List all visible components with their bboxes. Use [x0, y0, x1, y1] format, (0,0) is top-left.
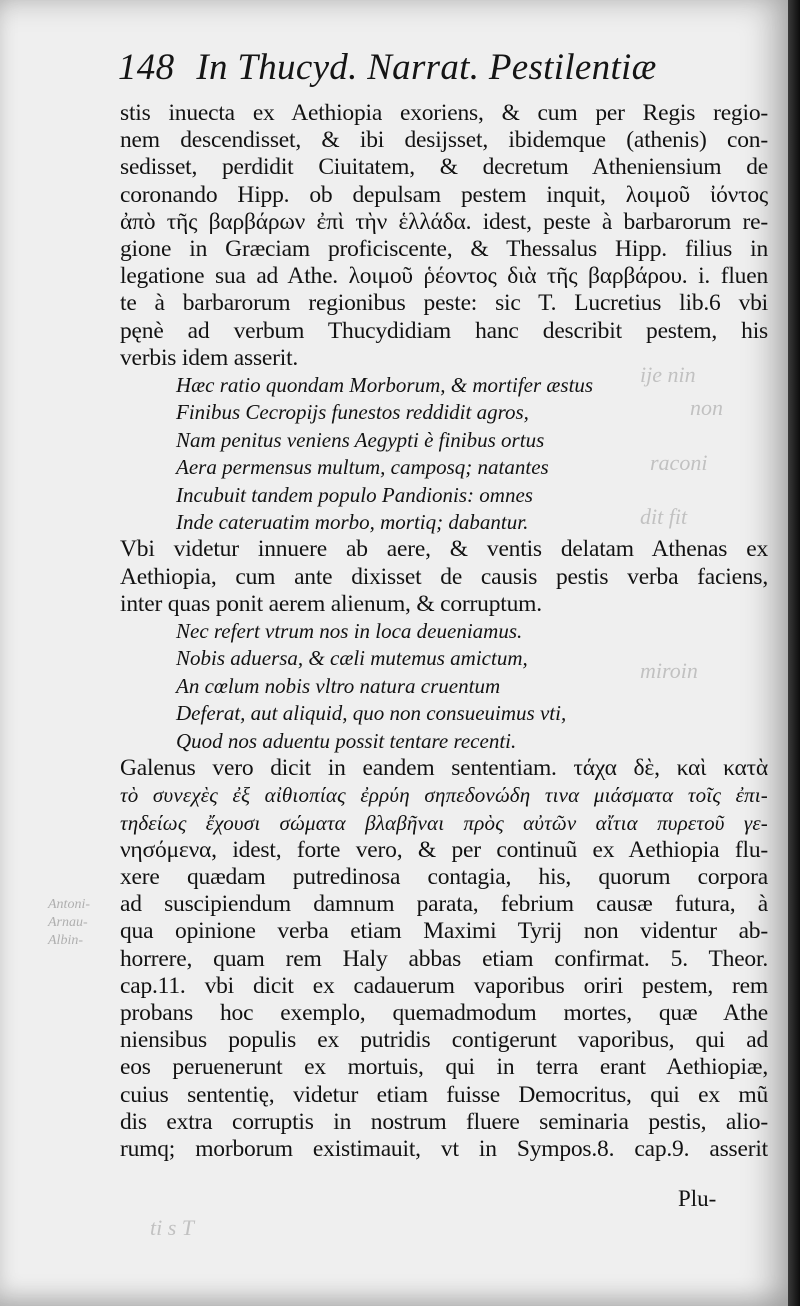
prose-paragraph-3 — [120, 755, 768, 1163]
marginal-note-line: Arnau- — [48, 915, 88, 930]
catchword: Plu- — [678, 1186, 717, 1211]
text-line: sedisset, perdidit Ciuitatem, & decretum Atheniensium de — [120, 154, 768, 181]
verse-line: Nobis aduersa, & cæli mutemus amictum, — [176, 646, 528, 671]
text-line: ἀπὸ τῆς βαρβάρων ἐπὶ τὴν ἑλλάδα. idest, peste à barbarorum re- — [120, 208, 768, 235]
verse-line: Inde cateruatim morbo, mortiq; dabantur. — [176, 510, 529, 535]
bleed-through-text: non — [690, 395, 723, 420]
prose-paragraph-1 — [120, 100, 768, 372]
text-line: inter quas ponit aerem alienum, & corruptum. — [120, 590, 542, 617]
marginal-note — [48, 896, 90, 950]
verse-quotation-2 — [120, 618, 768, 755]
bleed-through-text: ti s T — [150, 1215, 195, 1240]
text-line: te à barbarorum regionibus peste: sic T. Lucretius lib.6 vbi — [120, 290, 768, 317]
text-line: Vbi videtur innuere ab aere, & ventis delatam Athenas ex — [120, 536, 768, 563]
text-block — [120, 100, 768, 1163]
running-title: In Thucyd. Narrat. Pestilentiæ — [196, 47, 657, 88]
marginal-note-line: Antoni- — [48, 897, 90, 912]
verse-line: Aera permensus multum, camposq; natantes — [176, 455, 549, 480]
verse-line: Hæc ratio quondam Morborum, & mortifer æstus — [176, 373, 594, 398]
verse-line: Nec refert vtrum nos in loca deueniamus. — [176, 619, 523, 644]
text-line: Galenus vero dicit in eandem sententiam. τάχα δὲ, καὶ κατὰ — [120, 755, 768, 782]
text-line: pęnè ad verbum Thucydidiam hanc describit pestem, his — [120, 317, 768, 344]
verse-line: Nam penitus veniens Aegypti è finibus ortus — [176, 427, 545, 452]
verse-line: Incubuit tandem populo Pandionis: omnes — [176, 482, 533, 507]
text-line: horrere, quam rem Haly abbas etiam confirmat. 5. Theor. — [120, 945, 768, 972]
verse-line: Finibus Cecropijs funestos reddidit agros, — [176, 400, 529, 425]
text-line: qua opinione verba etiam Maximi Tyrij non videntur ab- — [120, 918, 768, 945]
bleed-through-text: ije nin — [640, 362, 696, 387]
text-line: nem descendisset, & ibi desijsset, ibidemque (athenis) con- — [120, 127, 768, 154]
verse-quotation-1 — [120, 372, 768, 536]
text-line: coronando Hipp. ob depulsam pestem inquit, λοιμοῦ ἰόντος — [120, 181, 768, 208]
text-line: verbis idem asserit. — [120, 344, 299, 371]
verse-line: Deferat, aut aliquid, quo non consueuimus vti, — [176, 701, 567, 726]
text-line: Aethiopia, cum ante dixisset de causis pestis verba faciens, — [120, 563, 768, 590]
running-head — [118, 46, 657, 89]
text-line: xere quædam putredinosa contagia, his, quorum corpora — [120, 863, 768, 890]
text-line: cuius sententię, videtur etiam fuisse Democritus, qui ex mũ — [120, 1081, 768, 1108]
text-line: νησόμενα, idest, forte vero, & per continuũ ex Aethiopia flu- — [120, 836, 768, 863]
prose-paragraph-2 — [120, 536, 768, 618]
greek-text-line: τηδείως ἔχουσι σώματα βλαβῆναι πρὸς αὐτῶν αἴτια πυρετοῦ γε- — [120, 810, 768, 835]
page-edge-shadow — [788, 0, 800, 1306]
verse-line: An cœlum nobis vltro natura cruentum — [176, 673, 501, 698]
verse-line: Quod nos aduentu possit tentare recenti. — [176, 728, 517, 753]
text-line: stis inuecta ex Aethiopia exoriens, & cum per Regis regio- — [120, 100, 768, 126]
marginal-note-line: Albin- — [48, 933, 83, 948]
greek-text-line: τὸ συνεχὲς ἐξ αἰθιοπίας ἐρρύη σηπεδονώδη τινα μιάσματα τοῖς ἐπι- — [120, 783, 768, 808]
page-number: 148 — [118, 47, 175, 88]
bleed-through-text: miroin — [640, 658, 698, 683]
text-line: cap.11. vbi dicit ex cadauerum vaporibus oriri pestem, rem — [120, 972, 768, 999]
text-line: rumq; morborum existimauit, vt in Sympos.8. cap.9. asserit — [120, 1135, 768, 1162]
text-line: legatione sua ad Athe. λοιμοῦ ῥέοντος διὰ τῆς βαρβάρου. i. fluen — [120, 263, 768, 290]
bleed-through-text: dit fit — [640, 504, 688, 529]
text-line: ad suscipiendum damnum parata, febrium causæ futura, à — [120, 891, 768, 918]
text-line: niensibus populis ex putridis contigerunt vaporibus, qui ad — [120, 1027, 768, 1054]
bleed-through-text: raconi — [650, 450, 708, 475]
text-line: probans hoc exemplo, quemadmodum mortes, quæ Athe — [120, 999, 768, 1026]
text-line: gione in Græciam proficiscente, & Thessalus Hipp. filius in — [120, 236, 768, 263]
text-line: eos peruenerunt ex mortuis, qui in terra erant Aethiopiæ, — [120, 1054, 768, 1081]
text-line: dis extra corruptis in nostrum fluere seminaria pestis, alio- — [120, 1108, 768, 1135]
